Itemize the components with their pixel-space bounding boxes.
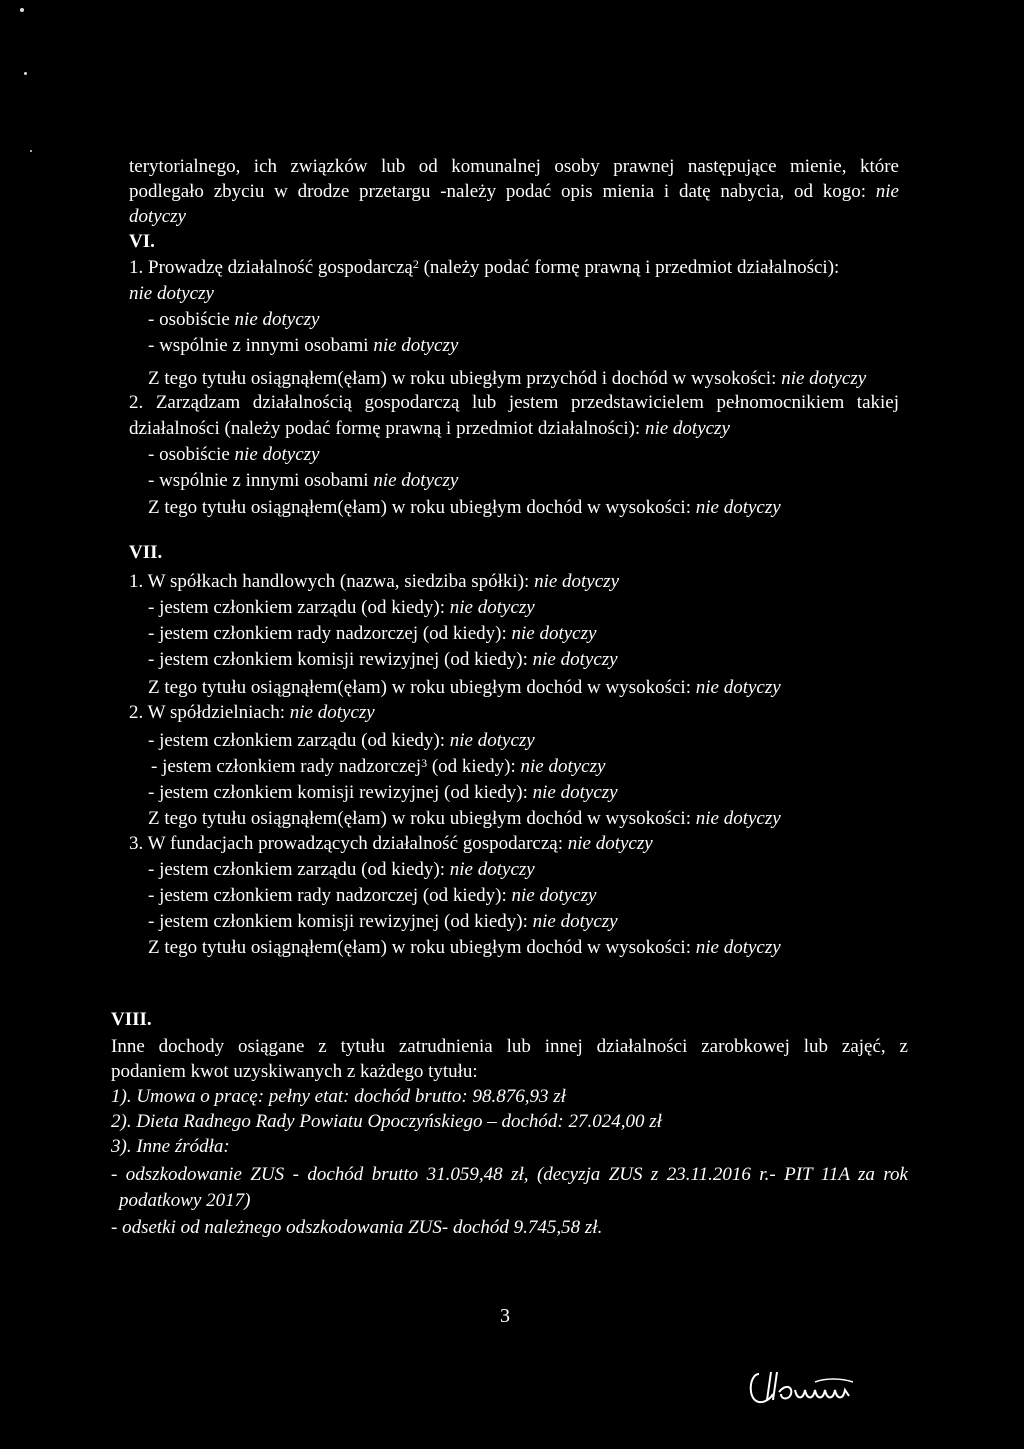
viii-entry-3: 3). Inne źródła: xyxy=(111,1136,230,1157)
value: nie dotyczy xyxy=(695,937,781,958)
intro-line-2-text: podlegało zbyciu w drodze przetargu -należy podać opis mienia i datę nabycia, od kogo: xyxy=(129,181,867,202)
section-vii-heading: VII. xyxy=(129,542,163,563)
value: nie dotyczy xyxy=(511,623,597,644)
label: - jestem członkiem komisji rewizyjnej (od kiedy): xyxy=(148,782,528,803)
vii-item1-rada xyxy=(148,622,596,646)
viii-other-line-3: - odsetki od należnego odszkodowania ZUS- dochód 9.745,58 zł. xyxy=(111,1217,603,1238)
value: nie dotyczy xyxy=(511,885,597,906)
vii-item2-line xyxy=(129,701,375,725)
intro-value-inline: nie xyxy=(875,181,899,202)
value: nie dotyczy xyxy=(695,677,781,698)
viii-desc-line-1: Inne dochody osiągane z tytułu zatrudnienia lub innej działalności zarobkowej lub zajęć, z xyxy=(111,1036,908,1057)
vii-item1-komisja xyxy=(148,648,618,672)
value: nie dotyczy xyxy=(695,808,781,829)
value: nie dotyczy xyxy=(520,756,606,777)
vi-item1-text: 1. Prowadzę działalność gospodarczą xyxy=(129,257,413,278)
value: nie dotyczy xyxy=(532,782,618,803)
viii-entry-1: 1). Umowa o pracę: pełny etat: dochód brutto: 98.876,93 zł xyxy=(111,1086,566,1107)
value: nie dotyczy xyxy=(781,368,867,389)
intro-line-2 xyxy=(129,180,899,204)
handwritten-signature xyxy=(745,1360,885,1410)
label: - jestem członkiem zarządu (od kiedy): xyxy=(148,597,446,618)
label: - jestem członkiem komisji rewizyjnej (od kiedy): xyxy=(148,911,528,932)
vii-item3-komisja xyxy=(148,910,618,934)
label: Z tego tytułu osiągnąłem(ęłam) w roku ubiegłym dochód w wysokości: xyxy=(148,937,691,958)
vii-item3-income xyxy=(148,936,781,960)
vii-item1-income xyxy=(148,676,781,700)
vi-item1-wspolnie xyxy=(148,334,458,358)
value: nie dotyczy xyxy=(567,833,653,854)
scan-speck xyxy=(24,72,27,75)
vii-item2-komisja xyxy=(148,781,618,805)
footnote-ref: 2 xyxy=(412,257,419,271)
vii-item3-zarzad xyxy=(148,858,535,882)
vii-item3-line xyxy=(129,832,653,856)
value: nie dotyczy xyxy=(644,418,730,439)
label: - jestem członkiem rady nadzorczej (od kiedy): xyxy=(148,885,507,906)
value: nie dotyczy xyxy=(695,497,781,518)
vi-item1-osobiscie xyxy=(148,308,319,332)
label: Z tego tytułu osiągnąłem(ęłam) w roku ubiegłym dochód w wysokości: xyxy=(148,677,691,698)
vi-item2-wspolnie xyxy=(148,469,458,493)
viii-desc-line-2: podaniem kwot uzyskiwanych z każdego tytułu: xyxy=(111,1061,478,1082)
viii-other-line-1: - odszkodowanie ZUS - dochód brutto 31.059,48 zł, (decyzja ZUS z 23.11.2016 r.- PIT 11A za rok xyxy=(111,1164,908,1185)
value: nie dotyczy xyxy=(532,649,618,670)
label: 3. W fundacjach prowadzących działalność gospodarczą: xyxy=(129,833,563,854)
vi-item2-line1: 2. Zarządzam działalnością gospodarczą lub jestem przedstawicielem pełnomocnikiem takiej xyxy=(129,392,899,413)
scan-speck xyxy=(30,150,32,152)
value: nie dotyczy xyxy=(234,309,320,330)
value: nie dotyczy xyxy=(449,859,535,880)
viii-entry-2: 2). Dieta Radnego Rady Powiatu Opoczyńskiego – dochód: 27.024,00 zł xyxy=(111,1111,662,1132)
intro-line-1: terytorialnego, ich związków lub od komunalnej osoby prawnej następujące mienie, które xyxy=(129,156,899,177)
page-number: 3 xyxy=(500,1305,510,1327)
label: - jestem członkiem komisji rewizyjnej (od kiedy): xyxy=(148,649,528,670)
value: nie dotyczy xyxy=(532,911,618,932)
value: nie dotyczy xyxy=(449,730,535,751)
vi-item2-line2 xyxy=(129,417,730,441)
label: 1. W spółkach handlowych (nazwa, siedziba spółki): xyxy=(129,571,530,592)
vi-item1-line xyxy=(129,256,899,280)
intro-value-wrap: dotyczy xyxy=(129,206,186,227)
vii-item3-rada xyxy=(148,884,596,908)
label: - jestem członkiem rady nadzorczej xyxy=(151,756,422,777)
value: nie dotyczy xyxy=(534,571,619,592)
vii-item1-zarzad xyxy=(148,596,535,620)
label: Z tego tytułu osiągnąłem(ęłam) w roku ubiegłym przychód i dochód w wysokości: xyxy=(148,368,777,389)
label: - jestem członkiem zarządu (od kiedy): xyxy=(148,730,446,751)
label: - jestem członkiem rady nadzorczej (od kiedy): xyxy=(148,623,507,644)
vi-item1-income xyxy=(148,367,866,391)
vii-item2-zarzad xyxy=(148,729,535,753)
label: Z tego tytułu osiągnąłem(ęłam) w roku ubiegłym dochód w wysokości: xyxy=(148,808,691,829)
value: nie dotyczy xyxy=(449,597,535,618)
vii-item2-rada xyxy=(151,755,605,779)
value: nie dotyczy xyxy=(234,444,320,465)
vi-item2-income xyxy=(148,496,781,520)
section-vi-heading: VI. xyxy=(129,231,155,252)
label: działalności (należy podać formę prawną i przedmiot działalności): xyxy=(129,418,641,439)
label-after: (od kiedy): xyxy=(427,756,516,777)
label: 2. W spółdzielniach: xyxy=(129,702,286,723)
label: - wspólnie z innymi osobami xyxy=(148,335,369,356)
vi-item1-text-after: (należy podać formę prawną i przedmiot działalności): xyxy=(418,257,840,278)
value: nie dotyczy xyxy=(289,702,375,723)
label: - wspólnie z innymi osobami xyxy=(148,470,369,491)
value: nie dotyczy xyxy=(373,335,459,356)
footnote-ref: 3 xyxy=(421,756,428,770)
value: nie dotyczy xyxy=(373,470,459,491)
viii-other-line-2: podatkowy 2017) xyxy=(119,1190,251,1211)
vii-item2-income xyxy=(148,807,781,831)
label: - jestem członkiem zarządu (od kiedy): xyxy=(148,859,446,880)
vi-item1-value: nie dotyczy xyxy=(129,283,214,304)
vi-item2-osobiscie xyxy=(148,443,319,467)
label: - osobiście xyxy=(148,309,230,330)
label: - osobiście xyxy=(148,444,230,465)
section-viii-heading: VIII. xyxy=(111,1009,152,1030)
vii-item1-line xyxy=(129,570,619,594)
label: Z tego tytułu osiągnąłem(ęłam) w roku ubiegłym dochód w wysokości: xyxy=(148,497,691,518)
scan-speck xyxy=(20,8,24,12)
